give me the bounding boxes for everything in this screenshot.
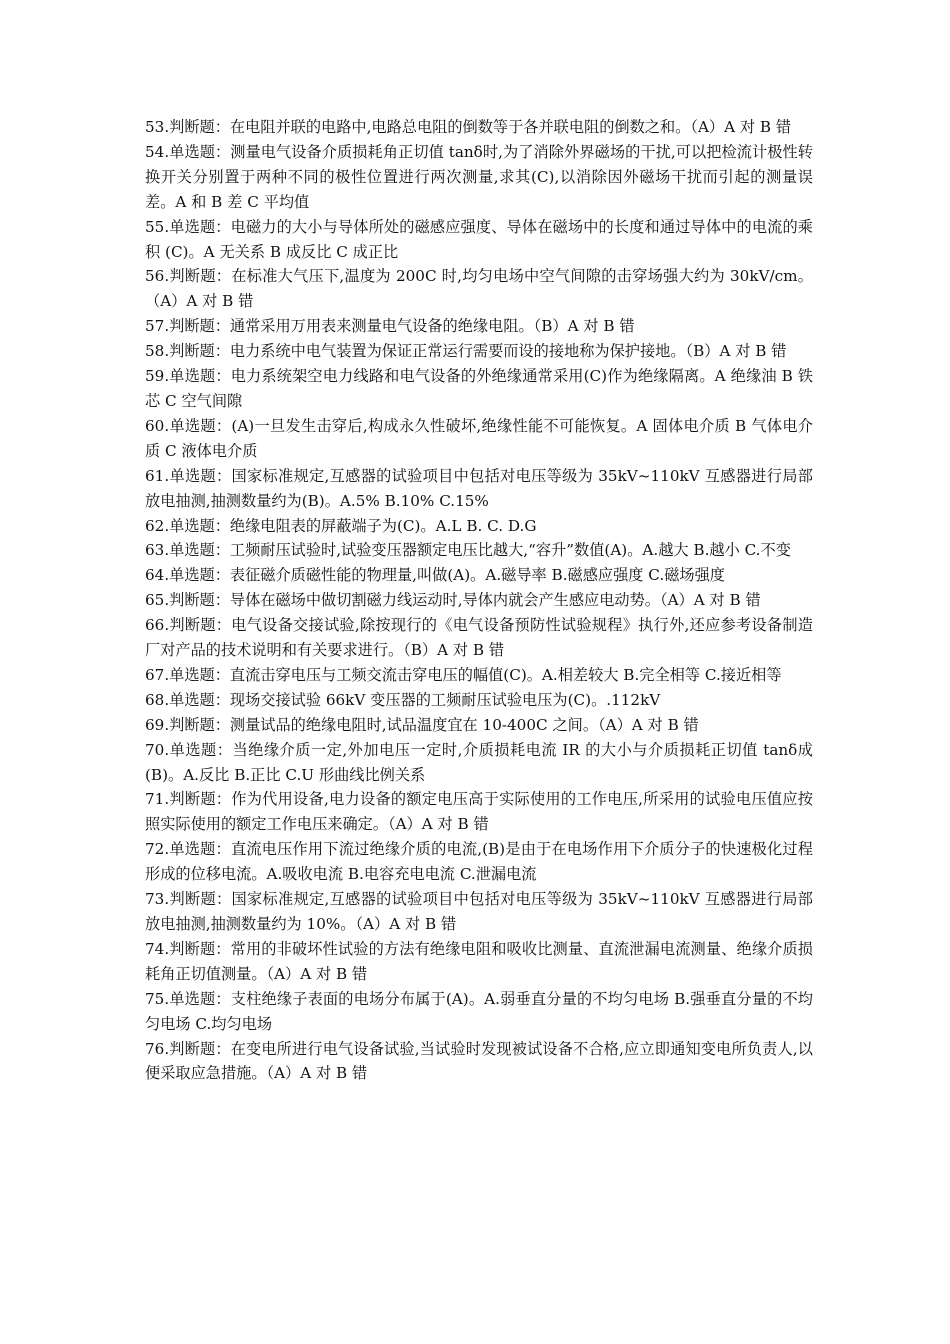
question-56: 56.判断题：在标准大气压下,温度为 200C 时,均匀电场中空气间隙的击穿场强大约为 30kV/cm。（A）A 对 B 错: [145, 267, 813, 311]
question-65: 65.判断题：导体在磁场中做切割磁力线运动时,导体内就会产生感应电动势。（A）A 对 B 错: [145, 591, 761, 610]
question-75: 75.单选题：支柱绝缘子表面的电场分布属于(A)。A.弱垂直分量的不均匀电场 B.强垂直分量的不均匀电场 C.均匀电场: [145, 989, 813, 1033]
question-54: 54.单选题：测量电气设备介质损耗角正切值 tanδ时,为了消除外界磁场的干扰,可以把检流计极性转换开关分别置于两种不同的极性位置进行两次测量,求其(C),以消除因外磁场干扰而引起的测量误差。A 和 B 差 C 平均值: [145, 142, 813, 211]
question-62: 62.单选题：绝缘电阻表的屏蔽端子为(C)。A.L B. C. D.G: [145, 516, 537, 535]
question-61: 61.单选题：国家标准规定,互感器的试验项目中包括对电压等级为 35kV~110kV 互感器进行局部放电抽测,抽测数量约为(B)。A.5% B.10% C.15%: [145, 466, 813, 510]
question-74: 74.判断题：常用的非破坏性试验的方法有绝缘电阻和吸收比测量、直流泄漏电流测量、绝缘介质损耗角正切值测量。（A）A 对 B 错: [145, 939, 813, 983]
document-page: [145, 115, 813, 1086]
question-68: 68.单选题：现场交接试验 66kV 变压器的工频耐压试验电压为(C)。.112kV: [145, 690, 661, 709]
question-59: 59.单选题：电力系统架空电力线路和电气设备的外绝缘通常采用(C)作为绝缘隔离。A 绝缘油 B 铁芯 C 空气间隙: [145, 367, 813, 410]
question-53: 53.判断题：在电阻并联的电路中,电路总电阻的倒数等于各并联电阻的倒数之和。（A）A 对 B 错: [145, 118, 792, 136]
question-64: 64.单选题：表征磁介质磁性能的物理量,叫做(A)。A.磁导率 B.磁感应强度 C.磁场强度: [145, 566, 725, 585]
question-63: 63.单选题：工频耐压试验时,试验变压器额定电压比越大,“容升”数值(A)。A.越大 B.越小 C.不变: [145, 541, 791, 560]
question-list: [145, 115, 813, 1086]
question-70: 70.单选题：当绝缘介质一定,外加电压一定时,介质损耗电流 IR 的大小与介质损耗正切值 tanδ成(B)。A.反比 B.正比 C.U 形曲线比例关系: [145, 740, 813, 784]
question-55: 55.单选题：电磁力的大小与导体所处的磁感应强度、导体在磁场中的长度和通过导体中的电流的乘积 (C)。A 无关系 B 成反比 C 成正比: [145, 217, 813, 261]
question-72: 72.单选题：直流电压作用下流过绝缘介质的电流,(B)是由于在电场作用下介质分子的快速极化过程形成的位移电流。A.吸收电流 B.电容充电电流 C.泄漏电流: [145, 840, 813, 884]
question-58: 58.判断题：电力系统中电气装置为保证正常运行需要而设的接地称为保护接地。（B）A 对 B 错: [145, 342, 787, 361]
question-71: 71.判断题：作为代用设备,电力设备的额定电压高于实际使用的工作电压,所采用的试验电压值应按照实际使用的额定工作电压来确定。（A）A 对 B 错: [145, 790, 813, 834]
question-69: 69.判断题：测量试品的绝缘电阻时,试品温度宜在 10-400C 之间。（A）A 对 B 错: [145, 715, 699, 734]
question-60: 60.单选题：(A)一旦发生击穿后,构成永久性破坏,绝缘性能不可能恢复。A 固体电介质 B 气体电介质 C 液体电介质: [145, 416, 813, 460]
question-67: 67.单选题：直流击穿电压与工频交流击穿电压的幅值(C)。A.相差较大 B.完全相等 C.接近相等: [145, 665, 782, 684]
question-57: 57.判断题：通常采用万用表来测量电气设备的绝缘电阻。（B）A 对 B 错: [145, 317, 635, 336]
question-66: 66.判断题：电气设备交接试验,除按现行的《电气设备预防性试验规程》执行外,还应参考设备制造厂对产品的技术说明和有关要求进行。（B）A 对 B 错: [145, 616, 813, 660]
question-76: 76.判断题：在变电所进行电气设备试验,当试验时发现被试设备不合格,应立即通知变电所负责人,以便采取应急措施。（A）A 对 B 错: [145, 1039, 813, 1083]
question-73: 73.判断题：国家标准规定,互感器的试验项目中包括对电压等级为 35kV~110kV 互感器进行局部放电抽测,抽测数量约为 10%。（A）A 对 B 错: [145, 890, 813, 933]
